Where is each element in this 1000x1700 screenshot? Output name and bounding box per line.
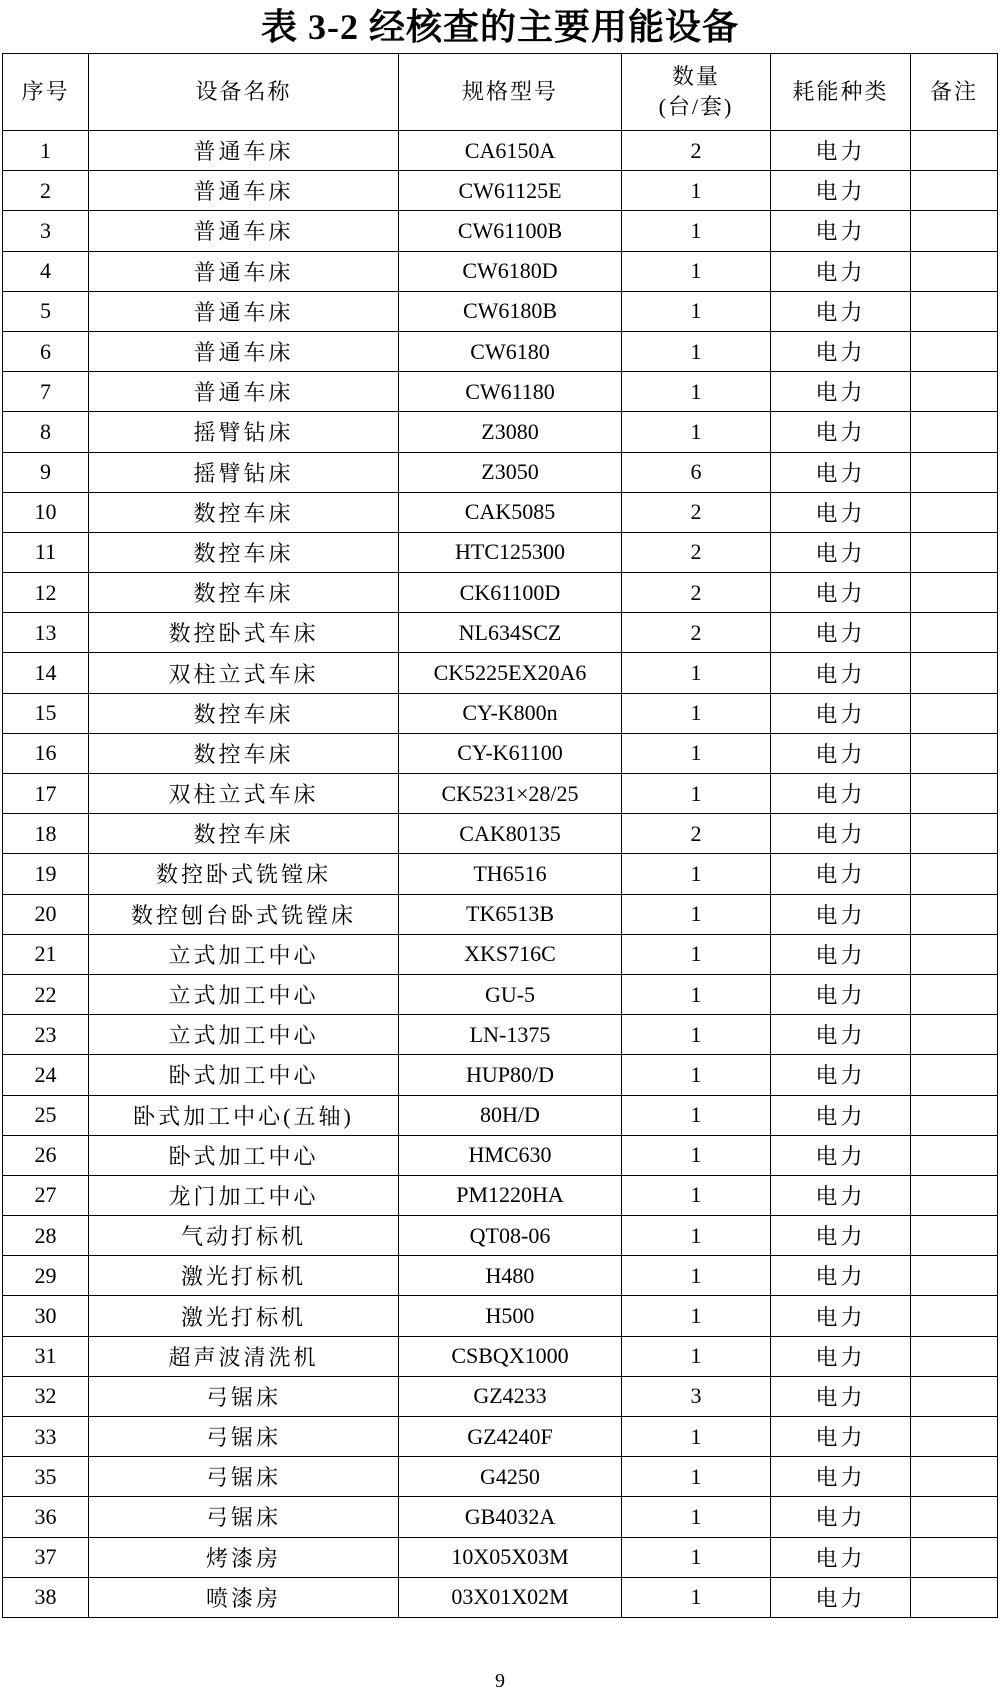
cell-remark: [911, 1577, 998, 1617]
cell-energy-type: 电力: [771, 1256, 911, 1296]
cell-index: 5: [3, 291, 89, 331]
cell-equipment-name: 弓锯床: [89, 1417, 399, 1457]
cell-index: 7: [3, 372, 89, 412]
cell-quantity: 1: [622, 171, 771, 211]
cell-equipment-name: 摇臂钻床: [89, 412, 399, 452]
cell-quantity: 1: [622, 1135, 771, 1175]
cell-remark: [911, 532, 998, 572]
cell-energy-type: 电力: [771, 211, 911, 251]
cell-quantity: 1: [622, 1175, 771, 1215]
cell-equipment-name: 龙门加工中心: [89, 1175, 399, 1215]
cell-model: H500: [399, 1296, 622, 1336]
cell-quantity: 1: [622, 1296, 771, 1336]
table-row: [3, 613, 998, 653]
cell-energy-type: 电力: [771, 1175, 911, 1215]
cell-equipment-name: 烤漆房: [89, 1537, 399, 1577]
cell-energy-type: 电力: [771, 814, 911, 854]
cell-quantity: 1: [622, 854, 771, 894]
cell-model: CW6180: [399, 331, 622, 371]
cell-remark: [911, 1336, 998, 1376]
table-row: [3, 1256, 998, 1296]
table-row: [3, 1417, 998, 1457]
cell-quantity: 2: [622, 131, 771, 171]
cell-quantity: 2: [622, 613, 771, 653]
cell-energy-type: 电力: [771, 452, 911, 492]
cell-remark: [911, 1095, 998, 1135]
cell-quantity: 1: [622, 1055, 771, 1095]
cell-index: 15: [3, 693, 89, 733]
cell-equipment-name: 喷漆房: [89, 1577, 399, 1617]
table-row: [3, 171, 998, 211]
header-quantity-line1: 数量: [671, 64, 720, 89]
cell-index: 36: [3, 1497, 89, 1537]
cell-quantity: 1: [622, 412, 771, 452]
table-row: [3, 974, 998, 1014]
cell-index: 24: [3, 1055, 89, 1095]
cell-remark: [911, 653, 998, 693]
cell-quantity: 2: [622, 492, 771, 532]
cell-equipment-name: 卧式加工中心: [89, 1055, 399, 1095]
table-row: [3, 693, 998, 733]
cell-index: 31: [3, 1336, 89, 1376]
table-row: [3, 1175, 998, 1215]
cell-index: 11: [3, 532, 89, 572]
cell-energy-type: 电力: [771, 251, 911, 291]
cell-energy-type: 电力: [771, 1376, 911, 1416]
cell-model: CY-K61100: [399, 733, 622, 773]
cell-quantity: 6: [622, 452, 771, 492]
header-model: 规格型号: [399, 54, 622, 131]
table-row: [3, 131, 998, 171]
cell-model: Z3050: [399, 452, 622, 492]
cell-quantity: 1: [622, 291, 771, 331]
cell-index: 32: [3, 1376, 89, 1416]
cell-index: 27: [3, 1175, 89, 1215]
cell-quantity: 1: [622, 331, 771, 371]
cell-remark: [911, 894, 998, 934]
cell-energy-type: 电力: [771, 693, 911, 733]
cell-equipment-name: 弓锯床: [89, 1376, 399, 1416]
cell-model: GB4032A: [399, 1497, 622, 1537]
table-row: [3, 894, 998, 934]
cell-equipment-name: 激光打标机: [89, 1296, 399, 1336]
table-row: [3, 1055, 998, 1095]
header-quantity: [622, 54, 771, 131]
cell-energy-type: 电力: [771, 532, 911, 572]
cell-equipment-name: 数控卧式铣镗床: [89, 854, 399, 894]
cell-remark: [911, 974, 998, 1014]
cell-index: 29: [3, 1256, 89, 1296]
cell-energy-type: 电力: [771, 974, 911, 1014]
cell-remark: [911, 774, 998, 814]
cell-model: CK61100D: [399, 573, 622, 613]
cell-remark: [911, 1216, 998, 1256]
cell-equipment-name: 卧式加工中心(五轴): [89, 1095, 399, 1135]
cell-equipment-name: 普通车床: [89, 331, 399, 371]
cell-remark: [911, 1457, 998, 1497]
cell-equipment-name: 普通车床: [89, 251, 399, 291]
cell-model: CY-K800n: [399, 693, 622, 733]
cell-remark: [911, 331, 998, 371]
cell-remark: [911, 1055, 998, 1095]
table-row: [3, 492, 998, 532]
cell-index: 14: [3, 653, 89, 693]
cell-energy-type: 电力: [771, 1417, 911, 1457]
cell-index: 18: [3, 814, 89, 854]
cell-model: CW61180: [399, 372, 622, 412]
cell-index: 2: [3, 171, 89, 211]
cell-model: QT08-06: [399, 1216, 622, 1256]
cell-model: CAK80135: [399, 814, 622, 854]
header-index: 序号: [3, 54, 89, 131]
header-quantity-line2: (台/套): [658, 94, 734, 119]
cell-quantity: 1: [622, 1537, 771, 1577]
table-row: [3, 1497, 998, 1537]
cell-index: 4: [3, 251, 89, 291]
cell-remark: [911, 131, 998, 171]
cell-equipment-name: 卧式加工中心: [89, 1135, 399, 1175]
header-energy: 耗能种类: [771, 54, 911, 131]
cell-model: NL634SCZ: [399, 613, 622, 653]
cell-index: 26: [3, 1135, 89, 1175]
cell-quantity: 1: [622, 1417, 771, 1457]
cell-index: 3: [3, 211, 89, 251]
table-row: [3, 573, 998, 613]
cell-model: LN-1375: [399, 1015, 622, 1055]
cell-equipment-name: 立式加工中心: [89, 934, 399, 974]
cell-model: CW6180D: [399, 251, 622, 291]
cell-energy-type: 电力: [771, 934, 911, 974]
cell-model: GZ4233: [399, 1376, 622, 1416]
cell-energy-type: 电力: [771, 894, 911, 934]
cell-quantity: 1: [622, 774, 771, 814]
cell-model: TK6513B: [399, 894, 622, 934]
cell-energy-type: 电力: [771, 573, 911, 613]
cell-remark: [911, 492, 998, 532]
table-body: [3, 131, 998, 1618]
cell-equipment-name: 数控车床: [89, 492, 399, 532]
cell-energy-type: 电力: [771, 1296, 911, 1336]
cell-equipment-name: 普通车床: [89, 372, 399, 412]
table-header: [3, 54, 998, 131]
cell-model: PM1220HA: [399, 1175, 622, 1215]
cell-remark: [911, 291, 998, 331]
cell-equipment-name: 立式加工中心: [89, 974, 399, 1014]
cell-energy-type: 电力: [771, 492, 911, 532]
cell-remark: [911, 854, 998, 894]
cell-quantity: 1: [622, 1336, 771, 1376]
cell-index: 16: [3, 733, 89, 773]
cell-equipment-name: 激光打标机: [89, 1256, 399, 1296]
cell-energy-type: 电力: [771, 331, 911, 371]
cell-model: CAK5085: [399, 492, 622, 532]
cell-energy-type: 电力: [771, 1135, 911, 1175]
cell-energy-type: 电力: [771, 1537, 911, 1577]
table-row: [3, 1376, 998, 1416]
cell-remark: [911, 1497, 998, 1537]
cell-equipment-name: 普通车床: [89, 291, 399, 331]
cell-equipment-name: 气动打标机: [89, 1216, 399, 1256]
cell-remark: [911, 1256, 998, 1296]
cell-remark: [911, 1135, 998, 1175]
table-row: [3, 1336, 998, 1376]
table-row: [3, 1577, 998, 1617]
cell-energy-type: 电力: [771, 854, 911, 894]
cell-quantity: 2: [622, 532, 771, 572]
cell-index: 37: [3, 1537, 89, 1577]
cell-quantity: 1: [622, 1216, 771, 1256]
cell-energy-type: 电力: [771, 1457, 911, 1497]
cell-model: TH6516: [399, 854, 622, 894]
table-row: [3, 1135, 998, 1175]
cell-equipment-name: 弓锯床: [89, 1457, 399, 1497]
cell-remark: [911, 733, 998, 773]
cell-equipment-name: 超声波清洗机: [89, 1336, 399, 1376]
cell-equipment-name: 立式加工中心: [89, 1015, 399, 1055]
cell-energy-type: 电力: [771, 1015, 911, 1055]
cell-index: 19: [3, 854, 89, 894]
cell-model: CK5231×28/25: [399, 774, 622, 814]
cell-remark: [911, 934, 998, 974]
cell-energy-type: 电力: [771, 412, 911, 452]
cell-model: G4250: [399, 1457, 622, 1497]
cell-index: 1: [3, 131, 89, 171]
cell-remark: [911, 1537, 998, 1577]
cell-model: H480: [399, 1256, 622, 1296]
cell-equipment-name: 数控刨台卧式铣镗床: [89, 894, 399, 934]
cell-quantity: 1: [622, 733, 771, 773]
cell-equipment-name: 弓锯床: [89, 1497, 399, 1537]
cell-quantity: 1: [622, 1457, 771, 1497]
cell-model: 03X01X02M: [399, 1577, 622, 1617]
cell-equipment-name: 数控卧式车床: [89, 613, 399, 653]
cell-quantity: 1: [622, 211, 771, 251]
cell-equipment-name: 数控车床: [89, 532, 399, 572]
cell-index: 20: [3, 894, 89, 934]
cell-quantity: 3: [622, 1376, 771, 1416]
cell-equipment-name: 普通车床: [89, 131, 399, 171]
cell-index: 6: [3, 331, 89, 371]
table-row: [3, 774, 998, 814]
cell-equipment-name: 双柱立式车床: [89, 774, 399, 814]
cell-equipment-name: 普通车床: [89, 211, 399, 251]
table-row: [3, 331, 998, 371]
cell-quantity: 1: [622, 693, 771, 733]
table-row: [3, 1216, 998, 1256]
cell-quantity: 1: [622, 1015, 771, 1055]
table-row: [3, 1015, 998, 1055]
cell-quantity: 2: [622, 814, 771, 854]
cell-model: Z3080: [399, 412, 622, 452]
cell-energy-type: 电力: [771, 1216, 911, 1256]
cell-energy-type: 电力: [771, 1577, 911, 1617]
cell-energy-type: 电力: [771, 1497, 911, 1537]
cell-remark: [911, 814, 998, 854]
table-row: [3, 291, 998, 331]
cell-index: 12: [3, 573, 89, 613]
table-row: [3, 814, 998, 854]
cell-remark: [911, 1175, 998, 1215]
table-row: [3, 1296, 998, 1336]
table-row: [3, 452, 998, 492]
table-row: [3, 733, 998, 773]
table-row: [3, 653, 998, 693]
cell-energy-type: 电力: [771, 291, 911, 331]
cell-remark: [911, 1015, 998, 1055]
cell-model: 80H/D: [399, 1095, 622, 1135]
cell-remark: [911, 613, 998, 653]
cell-energy-type: 电力: [771, 372, 911, 412]
table-row: [3, 1537, 998, 1577]
cell-energy-type: 电力: [771, 733, 911, 773]
cell-remark: [911, 452, 998, 492]
cell-quantity: 1: [622, 653, 771, 693]
cell-index: 30: [3, 1296, 89, 1336]
cell-quantity: 1: [622, 1497, 771, 1537]
cell-equipment-name: 数控车床: [89, 733, 399, 773]
cell-index: 8: [3, 412, 89, 452]
cell-energy-type: 电力: [771, 1055, 911, 1095]
cell-index: 33: [3, 1417, 89, 1457]
cell-equipment-name: 双柱立式车床: [89, 653, 399, 693]
cell-remark: [911, 251, 998, 291]
cell-model: HUP80/D: [399, 1055, 622, 1095]
cell-equipment-name: 数控车床: [89, 573, 399, 613]
cell-index: 17: [3, 774, 89, 814]
cell-quantity: 1: [622, 1577, 771, 1617]
header-row: [3, 54, 998, 131]
cell-model: CW61100B: [399, 211, 622, 251]
cell-index: 22: [3, 974, 89, 1014]
cell-model: 10X05X03M: [399, 1537, 622, 1577]
cell-quantity: 1: [622, 251, 771, 291]
cell-index: 13: [3, 613, 89, 653]
cell-model: CSBQX1000: [399, 1336, 622, 1376]
cell-index: 21: [3, 934, 89, 974]
cell-quantity: 1: [622, 934, 771, 974]
cell-remark: [911, 1376, 998, 1416]
table-row: [3, 934, 998, 974]
table-row: [3, 1095, 998, 1135]
cell-remark: [911, 573, 998, 613]
table-row: [3, 372, 998, 412]
page-number: 9: [495, 1670, 505, 1692]
cell-remark: [911, 1296, 998, 1336]
cell-energy-type: 电力: [771, 131, 911, 171]
cell-model: HTC125300: [399, 532, 622, 572]
table-row: [3, 1457, 998, 1497]
cell-index: 9: [3, 452, 89, 492]
cell-model: CW61125E: [399, 171, 622, 211]
cell-remark: [911, 693, 998, 733]
cell-index: 38: [3, 1577, 89, 1617]
cell-quantity: 1: [622, 974, 771, 1014]
header-remark: 备注: [911, 54, 998, 131]
table-row: [3, 854, 998, 894]
cell-energy-type: 电力: [771, 613, 911, 653]
table-row: [3, 211, 998, 251]
cell-energy-type: 电力: [771, 171, 911, 211]
cell-energy-type: 电力: [771, 653, 911, 693]
cell-quantity: 2: [622, 573, 771, 613]
cell-index: 10: [3, 492, 89, 532]
cell-remark: [911, 1417, 998, 1457]
cell-quantity: 1: [622, 894, 771, 934]
cell-equipment-name: 数控车床: [89, 693, 399, 733]
cell-quantity: 1: [622, 1095, 771, 1135]
cell-equipment-name: 数控车床: [89, 814, 399, 854]
cell-model: CW6180B: [399, 291, 622, 331]
cell-index: 28: [3, 1216, 89, 1256]
cell-model: CK5225EX20A6: [399, 653, 622, 693]
cell-energy-type: 电力: [771, 774, 911, 814]
cell-remark: [911, 412, 998, 452]
table-row: [3, 251, 998, 291]
cell-model: HMC630: [399, 1135, 622, 1175]
cell-energy-type: 电力: [771, 1336, 911, 1376]
table-row: [3, 412, 998, 452]
cell-model: GZ4240F: [399, 1417, 622, 1457]
cell-equipment-name: 摇臂钻床: [89, 452, 399, 492]
header-name: 设备名称: [89, 54, 399, 131]
table-row: [3, 532, 998, 572]
cell-index: 25: [3, 1095, 89, 1135]
equipment-table: [2, 53, 998, 1618]
cell-model: CA6150A: [399, 131, 622, 171]
cell-energy-type: 电力: [771, 1095, 911, 1135]
cell-quantity: 1: [622, 1256, 771, 1296]
cell-equipment-name: 普通车床: [89, 171, 399, 211]
cell-index: 23: [3, 1015, 89, 1055]
cell-remark: [911, 171, 998, 211]
cell-model: GU-5: [399, 974, 622, 1014]
cell-index: 35: [3, 1457, 89, 1497]
cell-model: XKS716C: [399, 934, 622, 974]
cell-quantity: 1: [622, 372, 771, 412]
table-title: 表 3-2 经核查的主要用能设备: [261, 7, 739, 47]
cell-remark: [911, 372, 998, 412]
cell-remark: [911, 211, 998, 251]
